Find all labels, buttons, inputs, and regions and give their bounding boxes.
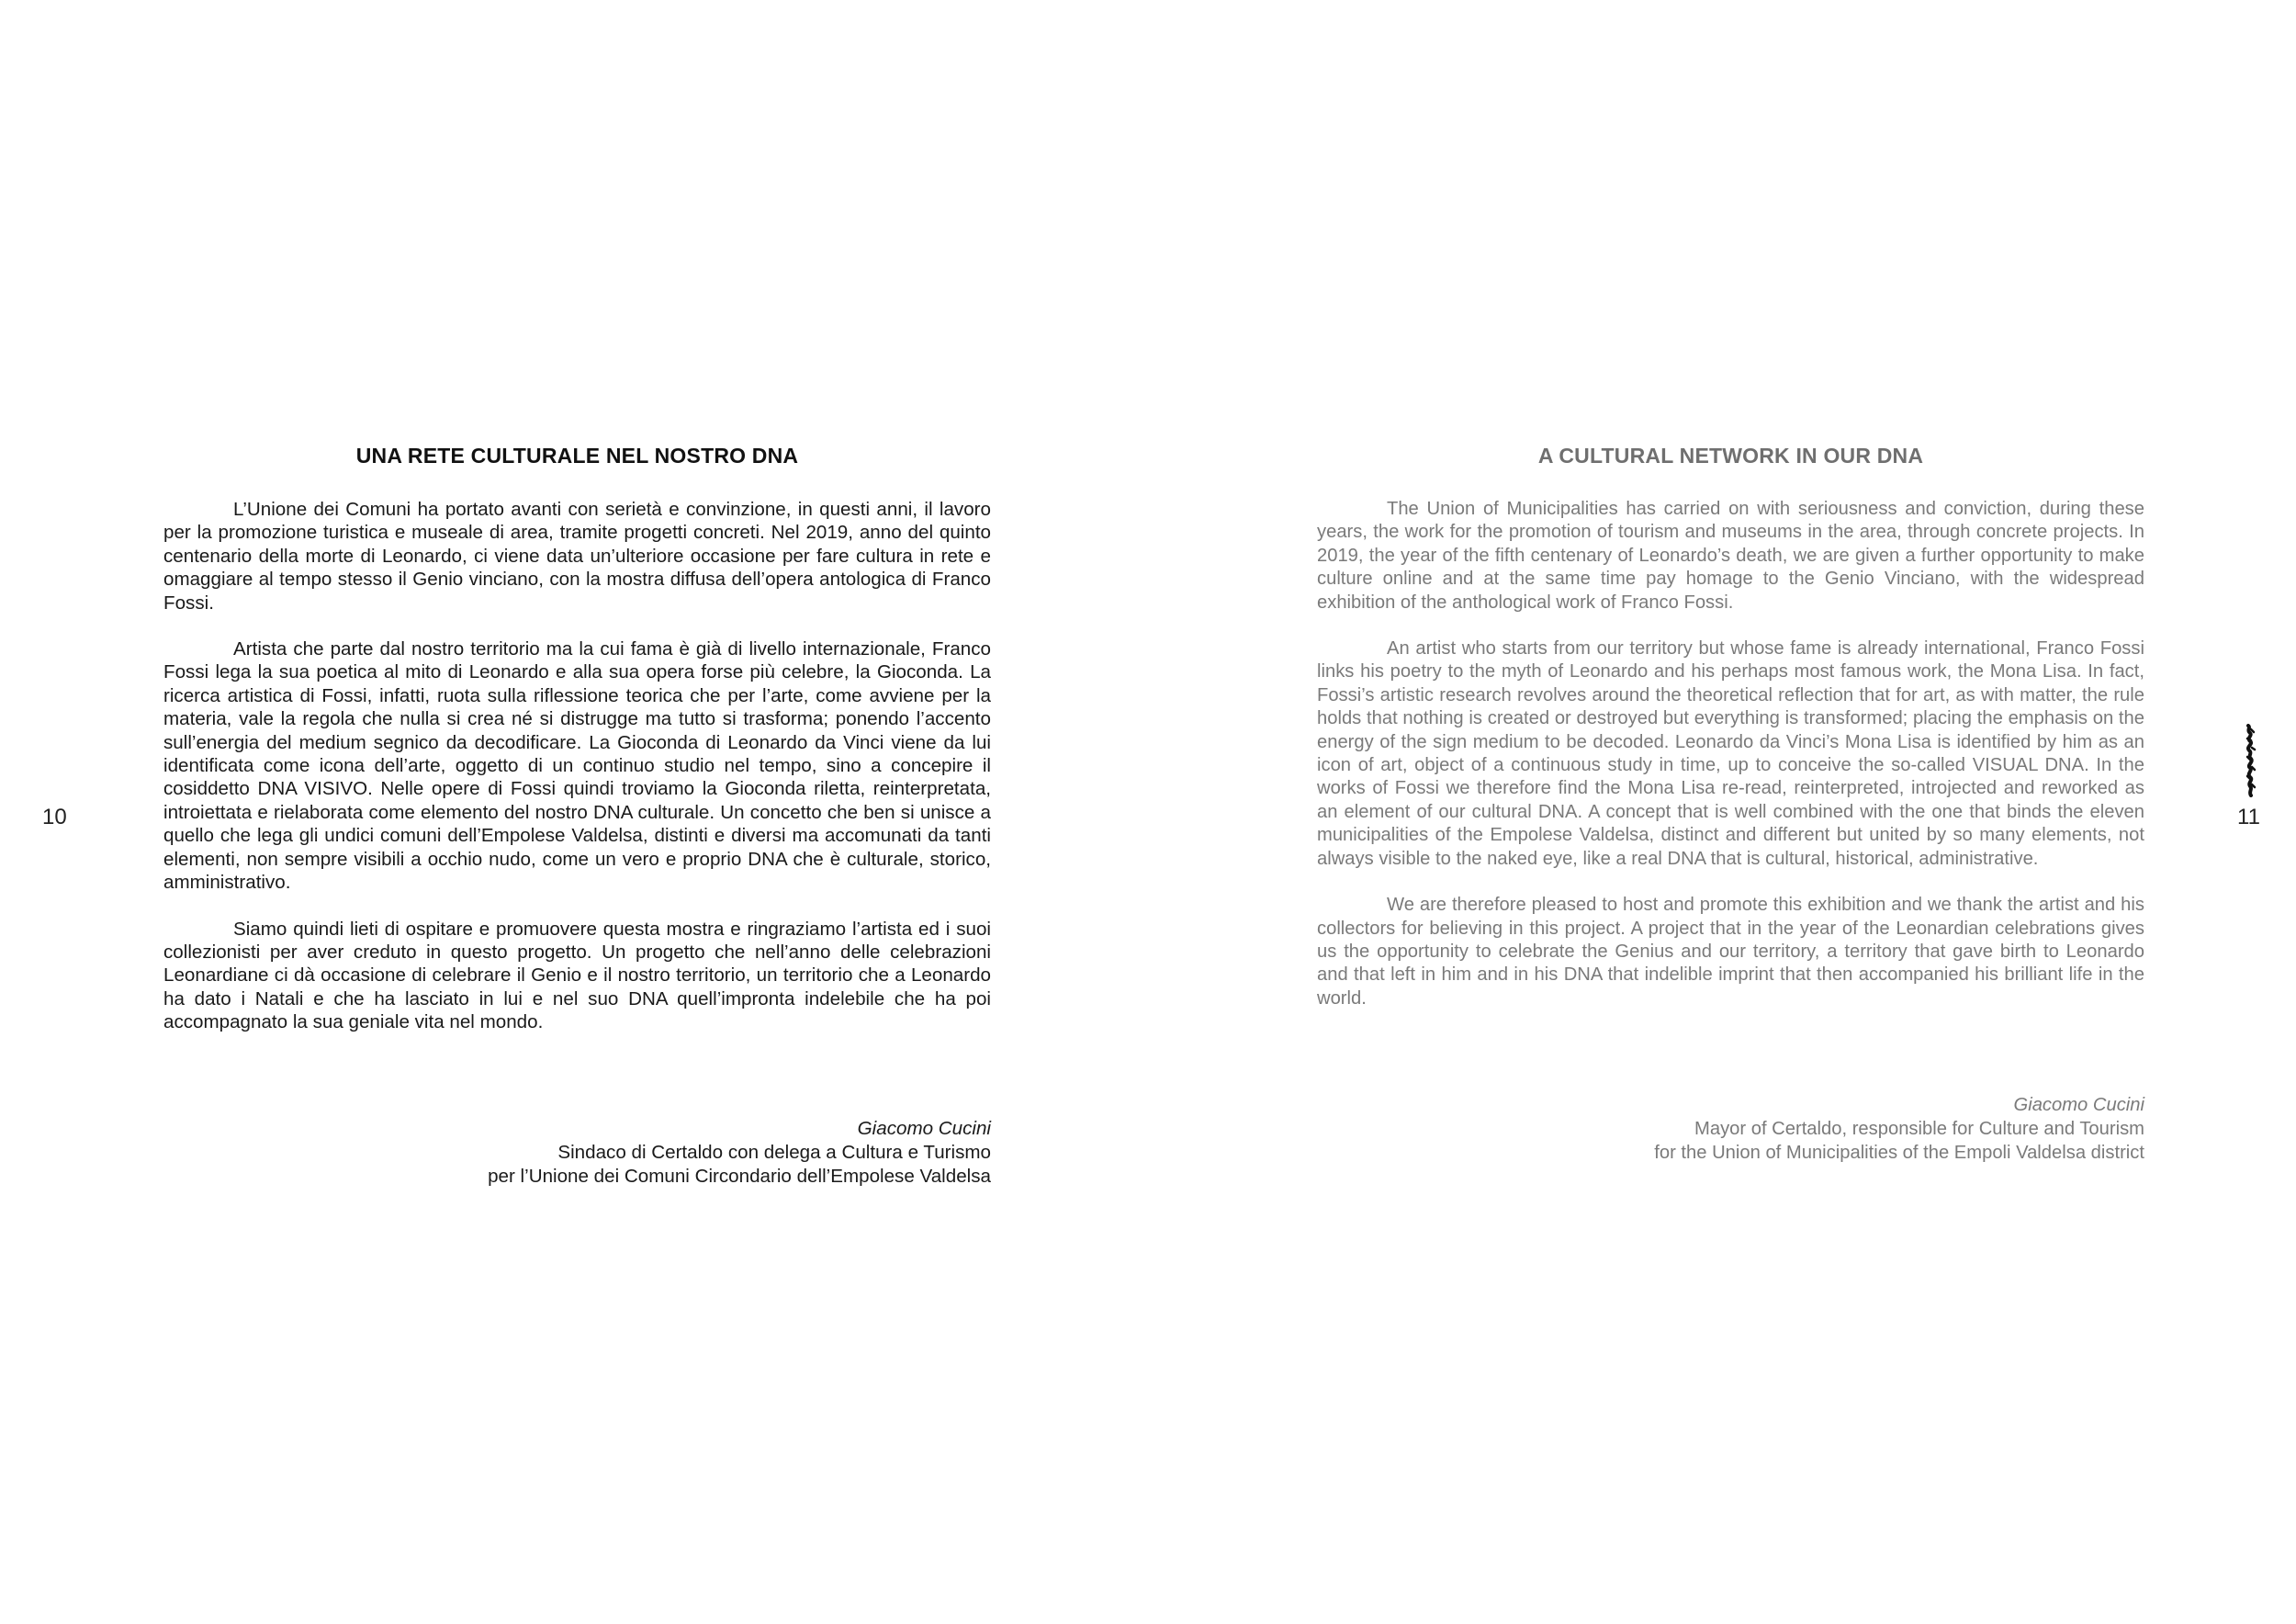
right-page-column — [1317, 439, 2144, 1165]
left-signature — [163, 1117, 991, 1189]
right-page-heading: A CULTURAL NETWORK IN OUR DNA — [1537, 444, 1924, 468]
left-paragraph-3: Siamo quindi lieti di ospitare e promuovere questa mostra e ringraziamo l’artista ed i suoi collezionisti per aver creduto in questo progetto. Un progetto che nell’anno delle celebrazioni Leonardiane ci dà occasione di celebrare il Genio e il nostro territorio, un territorio che a Leonardo ha dato i Natali e che ha lasciato in lui e nel suo DNA quell’impronta indelebile che ha poi accompagnato la sua geniale vita nel mondo. — [163, 918, 991, 1033]
left-page-column — [163, 439, 991, 1189]
left-signature-role-line-1: Sindaco di Certaldo con delega a Cultura e Turismo — [557, 1141, 991, 1163]
left-signature-name: Giacomo Cucini — [857, 1117, 991, 1139]
brush-stroke-mark — [2243, 724, 2257, 797]
left-page-number: 10 — [42, 805, 67, 829]
left-paragraph-1: L’Unione dei Comuni ha portato avanti con serietà e convinzione, in questi anni, il lavoro per la promozione turistica e museale di area, tramite progetti concreti. Nel 2019, anno del quinto centenario della morte di Leonardo, ci viene data un’ulteriore occasione per fare cultura in rete e omaggiare al tempo stesso il Genio vinciano, con la mostra diffusa dell’opera antologica di Franco Fossi. — [163, 499, 991, 614]
right-page-number: 11 — [2237, 805, 2260, 829]
left-page-heading: UNA RETE CULTURALE NEL NOSTRO DNA — [355, 444, 799, 468]
left-signature-role-line-2: per l’Unione dei Comuni Circondario dell’Empolese Valdelsa — [488, 1165, 991, 1187]
right-signature-role-line-2: for the Union of Municipalities of the Empoli Valdelsa district — [1654, 1143, 2144, 1164]
left-paragraph-2: Artista che parte dal nostro territorio ma la cui fama è già di livello internazionale, Franco Fossi lega la sua poetica al mito di Leonardo e alla sua opera forse più celebre, la Gioconda. La ricerca artistica di Fossi, infatti, ruota sulla riflessione teorica che per l’arte, come avviene per la materia, vale la regola che nulla si crea né si distrugge ma tutto si trasforma; ponendo l’accento sull’energia del medium segnico da decodificare. La Gioconda di Leonardo da Vinci viene da lui identificata come icona dell’arte, oggetto di un continuo studio nel tempo, sino a concepire il cosiddetto DNA VISIVO. Nelle opere di Fossi quindi troviamo la Gioconda riletta, reinterpretata, introiettata e rielaborata come elemento del nostro DNA culturale. Un concetto che ben si unisce a quello che lega gli undici comuni dell’Empolese Valdelsa, distinti e diversi ma accomunati da tanti elementi, non sempre visibili a occhio nudo, come un vero e proprio DNA che è culturale, storico, amministrativo. — [163, 638, 991, 894]
right-signature-name: Giacomo Cucini — [2013, 1095, 2144, 1116]
right-signature-role-line-1: Mayor of Certaldo, responsible for Culture and Tourism — [1694, 1119, 2144, 1140]
right-paragraph-2: An artist who starts from our territory but whose fame is already international, Franco Fossi links his poetry to the myth of Leonardo and his perhaps most famous work, the Mona Lisa. In fact, Fossi’s artistic research revolves around the theoretical reflection that for art, as with matter, the rule holds that nothing is created or destroyed but everything is transformed; placing the emphasis on the energy of the sign medium to be decoded. Leonardo da Vinci’s Mona Lisa is identified by him as an icon of art, object of a continuous study in time, up to conceive the so-called VISUAL DNA. In the works of Fossi we therefore find the Mona Lisa re-read, reinterpreted, introjected and reworked as an element of our cultural DNA. A concept that is well combined with the one that binds the eleven municipalities of the Empolese Valdelsa, distinct and different but united by so many elements, not always visible to the naked eye, like a real DNA that is cultural, historical, administrative. — [1317, 638, 2144, 869]
right-paragraph-3: We are therefore pleased to host and promote this exhibition and we thank the artist and his collectors for believing in this project. A project that in the year of the Leonardian celebrations gives us the opportunity to celebrate the Genius and our territory, a territory that gave birth to Leonardo and that left in him and in his DNA that indelible imprint that then accompanied his brilliant life in the world. — [1317, 895, 2144, 1009]
right-paragraph-1: The Union of Municipalities has carried on with seriousness and conviction, during these years, the work for the promotion of tourism and museums in the area, through concrete projects. In 2019, the year of the fifth centenary of Leonardo’s death, we are given a further opportunity to make culture online and at the same time pay homage to the Genio Vinciano, with the widespread exhibition of the anthological work of Franco Fossi. — [1317, 499, 2144, 613]
right-signature — [1317, 1093, 2144, 1165]
